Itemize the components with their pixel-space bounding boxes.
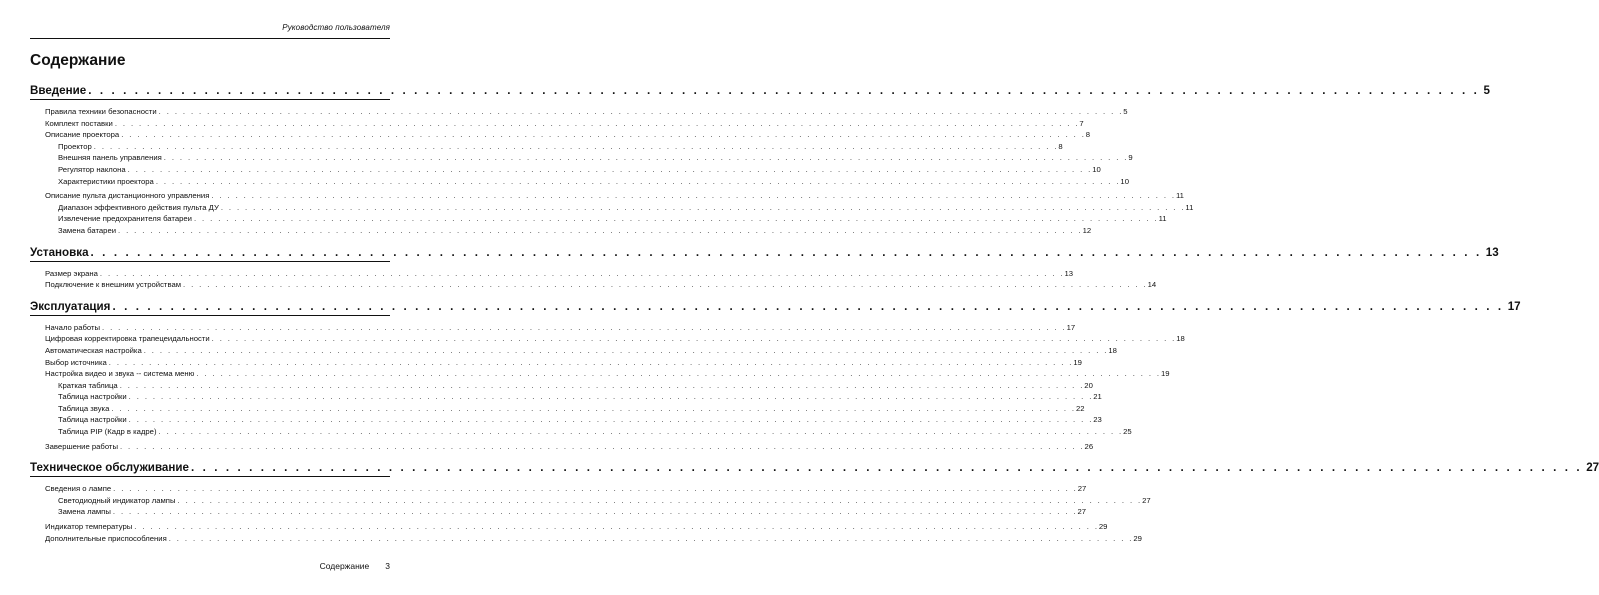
toc-entry [30, 380, 1093, 392]
toc-entry [30, 403, 1085, 415]
entry-title: Регулятор наклона [58, 164, 126, 174]
toc-entry [30, 176, 1129, 188]
header-rule [30, 38, 390, 39]
toc-entry [30, 279, 1157, 291]
section-page: 13 [1485, 245, 1499, 259]
entry-page: 8 [1085, 130, 1091, 140]
entry-page: 8 [1058, 141, 1063, 151]
spacer [30, 452, 390, 461]
entry-page: 13 [1064, 268, 1074, 278]
entry-title: Замена батареи [58, 225, 117, 235]
toc-entry [30, 441, 1094, 453]
entry-title: Извлечение предохранителя батареи [58, 214, 192, 224]
dot-leader: . . . . . . . . . . . . . . . . . . . . . . . . . . . . . . . . . . . . . . . . . . . . . . . . . . . . . . . . . . . . . . . . . . . . . . . . . . . . . . . . . . . . . . . . . . . . . . . . . . . . . . . . . . . . . . . . . . . . . . . . [155, 176, 1121, 186]
entry-title: Дополнительные приспособления [45, 533, 167, 543]
toc-entry [30, 129, 1091, 141]
toc-section-heading [30, 461, 1599, 477]
dot-leader: . . . . . . . . . . . . . . . . . . . . . . . . . . . . . . . . . . . . . . . . . . . . . . . . . . . . . . . . . . . . . . . . . . . . . . . . . . . . . . . . . . . . . . . . . . . . . . . . . . . . . . . . . . . . . . . . . . . . . . . . [108, 357, 1074, 367]
entry-page: 26 [1084, 441, 1094, 451]
entry-page: 10 [1120, 176, 1129, 186]
dot-leader: . . . . . . . . . . . . . . . . . . . . . . . . . . . . . . . . . . . . . . . . . . . . . . . . . . . . . . . . . . . . . . . . . . . . . . . . . . . . . . . . . . . . . . . . . . . . . . . . . . . . . . . . . . . . . . . . . . . . . . . . [190, 461, 1583, 475]
toc-entry [30, 152, 1133, 164]
dot-leader: . . . . . . . . . . . . . . . . . . . . . . . . . . . . . . . . . . . . . . . . . . . . . . . . . . . . . . . . . . . . . . . . . . . . . . . . . . . . . . . . . . . . . . . . . . . . . . . . . . . . . . . . . . . . . . . . . . . . . . . . [168, 533, 1134, 543]
entry-page: 11 [1185, 202, 1194, 212]
toc-entry [30, 495, 1151, 507]
entry-title: Цифровая корректировка трапецеидальности [45, 334, 210, 344]
entry-title: Краткая таблица [58, 380, 118, 390]
entry-page: 14 [1147, 280, 1157, 290]
entry-title: Подключение к внешним устройствам [45, 280, 182, 290]
toc-entry [30, 345, 1117, 357]
toc-entry [30, 333, 1185, 345]
spacer [30, 237, 390, 246]
toc-section-heading [30, 245, 1499, 262]
toc-entry [30, 357, 1082, 369]
spacer [30, 291, 390, 300]
dot-leader: . . . . . . . . . . . . . . . . . . . . . . . . . . . . . . . . . . . . . . . . . . . . . . . . . . . . . . . . . . . . . . . . . . . . . . . . . . . . . . . . . . . . . . . . . . . . . . . . . . . . . . . . . . . . . . . . . . . . . . . . [99, 268, 1065, 278]
entry-page: 25 [1123, 427, 1132, 437]
dot-leader: . . . . . . . . . . . . . . . . . . . . . . . . . . . . . . . . . . . . . . . . . . . . . . . . . . . . . . . . . . . . . . . . . . . . . . . . . . . . . . . . . . . . . . . . . . . . . . . . . . . . . . . . . . . . . . . . . . . . . . . . [90, 245, 1482, 259]
toc-entry [30, 322, 1076, 334]
entry-page: 23 [1093, 415, 1102, 425]
toc-entry [30, 164, 1101, 176]
section-title: Введение [30, 84, 87, 97]
dot-leader: . . . . . . . . . . . . . . . . . . . . . . . . . . . . . . . . . . . . . . . . . . . . . . . . . . . . . . . . . . . . . . . . . . . . . . . . . . . . . . . . . . . . . . . . . . . . . . . . . . . . . . . . . . . . . . . . . . . . . . . . [112, 507, 1078, 517]
entry-title: Завершение работы [45, 441, 118, 451]
dot-leader: . . . . . . . . . . . . . . . . . . . . . . . . . . . . . . . . . . . . . . . . . . . . . . . . . . . . . . . . . . . . . . . . . . . . . . . . . . . . . . . . . . . . . . . . . . . . . . . . . . . . . . . . . . . . . . . . . . . . . . . . [111, 403, 1076, 413]
toc-entry [30, 268, 1074, 280]
entry-title: Светодиодный индикатор лампы [58, 495, 176, 505]
entry-title: Таблица настройки [58, 415, 127, 425]
entry-page: 18 [1176, 334, 1185, 344]
toc-section-heading [30, 299, 1521, 316]
entry-title: Индикатор температуры [45, 522, 133, 532]
entry-page: 29 [1133, 533, 1142, 543]
entry-page: 5 [1123, 107, 1128, 116]
toc-entry [30, 202, 1194, 214]
toc-entry [30, 506, 1087, 518]
dot-leader: . . . . . . . . . . . . . . . . . . . . . . . . . . . . . . . . . . . . . . . . . . . . . . . . . . . . . . . . . . . . . . . . . . . . . . . . . . . . . . . . . . . . . . . . . . . . . . . . . . . . . . . . . . . . . . . . . . . . . . . . [112, 299, 1504, 313]
entry-title: Выбор источника [45, 357, 107, 367]
toc-entry [30, 190, 1184, 202]
section-title: Техническое обслуживание [30, 461, 189, 475]
entry-page: 27 [1142, 495, 1151, 505]
entry-page: 12 [1082, 225, 1092, 235]
toc-section-heading [30, 84, 1490, 100]
section-page: 27 [1586, 461, 1599, 475]
toc-entry [30, 521, 1108, 533]
page-footer [320, 561, 390, 571]
dot-leader: . . . . . . . . . . . . . . . . . . . . . . . . . . . . . . . . . . . . . . . . . . . . . . . . . . . . . . . . . . . . . . . . . . . . . . . . . . . . . . . . . . . . . . . . . . . . . . . . . . . . . . . . . . . . . . . . . . . . . . . . [158, 427, 1124, 437]
entry-page: 22 [1075, 403, 1085, 413]
dot-leader: . . . . . . . . . . . . . . . . . . . . . . . . . . . . . . . . . . . . . . . . . . . . . . . . . . . . . . . . . . . . . . . . . . . . . . . . . . . . . . . . . . . . . . . . . . . . . . . . . . . . . . . . . . . . . . . . . . . . . . . . [102, 322, 1067, 332]
table-of-contents [30, 84, 1599, 544]
dot-leader: . . . . . . . . . . . . . . . . . . . . . . . . . . . . . . . . . . . . . . . . . . . . . . . . . . . . . . . . . . . . . . . . . . . . . . . . . . . . . . . . . . . . . . . . . . . . . . . . . . . . . . . . . . . . . . . . . . . . . . . . [119, 441, 1085, 451]
toc-entry [30, 118, 1084, 130]
dot-leader: . . . . . . . . . . . . . . . . . . . . . . . . . . . . . . . . . . . . . . . . . . . . . . . . . . . . . . . . . . . . . . . . . . . . . . . . . . . . . . . . . . . . . . . . . . . . . . . . . . . . . . . . . . . . . . . . . . . . . . . . [211, 334, 1177, 344]
dot-leader: . . . . . . . . . . . . . . . . . . . . . . . . . . . . . . . . . . . . . . . . . . . . . . . . . . . . . . . . . . . . . . . . . . . . . . . . . . . . . . . . . . . . . . . . . . . . . . . . . . . . . . . . . . . . . . . . . . . . . . . . [128, 415, 1094, 425]
toc-entry [30, 483, 1087, 495]
entry-title: Комплект поставки [45, 118, 113, 128]
footer-label: Содержание [319, 561, 370, 571]
entry-page: 19 [1160, 369, 1170, 379]
dot-leader: . . . . . . . . . . . . . . . . . . . . . . . . . . . . . . . . . . . . . . . . . . . . . . . . . . . . . . . . . . . . . . . . . . . . . . . . . . . . . . . . . . . . . . . . . . . . . . . . . . . . . . . . . . . . . . . . . . . . . . . . [183, 280, 1148, 290]
entry-title: Начало работы [45, 322, 101, 332]
entry-title: Проектор [58, 141, 92, 151]
dot-leader: . . . . . . . . . . . . . . . . . . . . . . . . . . . . . . . . . . . . . . . . . . . . . . . . . . . . . . . . . . . . . . . . . . . . . . . . . . . . . . . . . . . . . . . . . . . . . . . . . . . . . . . . . . . . . . . . . . . . . . . . [114, 118, 1080, 128]
page-title: Содержание [30, 52, 126, 69]
entry-page: 21 [1093, 392, 1102, 402]
section-page: 17 [1507, 299, 1521, 313]
dot-leader: . . . . . . . . . . . . . . . . . . . . . . . . . . . . . . . . . . . . . . . . . . . . . . . . . . . . . . . . . . . . . . . . . . . . . . . . . . . . . . . . . . . . . . . . . . . . . . . . . . . . . . . . . . . . . . . . . . . . . . . . [196, 369, 1161, 379]
entry-title: Описание пульта дистанционного управления [45, 191, 210, 201]
entry-title: Автоматическая настройка [45, 345, 142, 355]
entry-title: Таблица звука [58, 403, 110, 413]
dot-leader: . . . . . . . . . . . . . . . . . . . . . . . . . . . . . . . . . . . . . . . . . . . . . . . . . . . . . . . . . . . . . . . . . . . . . . . . . . . . . . . . . . . . . . . . . . . . . . . . . . . . . . . . . . . . . . . . . . . . . . . . [211, 191, 1176, 201]
entry-page: 19 [1073, 357, 1082, 367]
dot-leader: . . . . . . . . . . . . . . . . . . . . . . . . . . . . . . . . . . . . . . . . . . . . . . . . . . . . . . . . . . . . . . . . . . . . . . . . . . . . . . . . . . . . . . . . . . . . . . . . . . . . . . . . . . . . . . . . . . . . . . . . [127, 164, 1093, 174]
section-title: Установка [30, 245, 89, 259]
entry-page: 20 [1084, 380, 1093, 390]
dot-leader: . . . . . . . . . . . . . . . . . . . . . . . . . . . . . . . . . . . . . . . . . . . . . . . . . . . . . . . . . . . . . . . . . . . . . . . . . . . . . . . . . . . . . . . . . . . . . . . . . . . . . . . . . . . . . . . . . . . . . . . . [93, 141, 1059, 151]
entry-page: 29 [1098, 522, 1108, 532]
toc-entry [30, 391, 1102, 403]
dot-leader: . . . . . . . . . . . . . . . . . . . . . . . . . . . . . . . . . . . . . . . . . . . . . . . . . . . . . . . . . . . . . . . . . . . . . . . . . . . . . . . . . . . . . . . . . . . . . . . . . . . . . . . . . . . . . . . . . . . . . . . . [119, 380, 1085, 390]
dot-leader: . . . . . . . . . . . . . . . . . . . . . . . . . . . . . . . . . . . . . . . . . . . . . . . . . . . . . . . . . . . . . . . . . . . . . . . . . . . . . . . . . . . . . . . . . . . . . . . . . . . . . . . . . . . . . . . . . . . . . . . . [128, 392, 1094, 402]
entry-title: Внешняя панель управления [58, 153, 162, 163]
dot-leader: . . . . . . . . . . . . . . . . . . . . . . . . . . . . . . . . . . . . . . . . . . . . . . . . . . . . . . . . . . . . . . . . . . . . . . . . . . . . . . . . . . . . . . . . . . . . . . . . . . . . . . . . . . . . . . . . . . . . . . . . [88, 84, 1480, 97]
dot-leader: . . . . . . . . . . . . . . . . . . . . . . . . . . . . . . . . . . . . . . . . . . . . . . . . . . . . . . . . . . . . . . . . . . . . . . . . . . . . . . . . . . . . . . . . . . . . . . . . . . . . . . . . . . . . . . . . . . . . . . . . [113, 484, 1078, 494]
toc-entry [30, 426, 1132, 438]
entry-page: 10 [1092, 164, 1101, 174]
entry-page: 27 [1077, 484, 1087, 494]
dot-leader: . . . . . . . . . . . . . . . . . . . . . . . . . . . . . . . . . . . . . . . . . . . . . . . . . . . . . . . . . . . . . . . . . . . . . . . . . . . . . . . . . . . . . . . . . . . . . . . . . . . . . . . . . . . . . . . . . . . . . . . . [118, 225, 1083, 235]
toc-entry [30, 141, 1063, 153]
entry-title: Характеристики проектора [58, 176, 154, 186]
page-number: 3 [385, 561, 390, 571]
entry-title: Таблица PIP (Кадр в кадре) [58, 427, 157, 437]
dot-leader: . . . . . . . . . . . . . . . . . . . . . . . . . . . . . . . . . . . . . . . . . . . . . . . . . . . . . . . . . . . . . . . . . . . . . . . . . . . . . . . . . . . . . . . . . . . . . . . . . . . . . . . . . . . . . . . . . . . . . . . . [143, 345, 1109, 355]
dot-leader: . . . . . . . . . . . . . . . . . . . . . . . . . . . . . . . . . . . . . . . . . . . . . . . . . . . . . . . . . . . . . . . . . . . . . . . . . . . . . . . . . . . . . . . . . . . . . . . . . . . . . . . . . . . . . . . . . . . . . . . . [163, 153, 1129, 163]
dot-leader: . . . . . . . . . . . . . . . . . . . . . . . . . . . . . . . . . . . . . . . . . . . . . . . . . . . . . . . . . . . . . . . . . . . . . . . . . . . . . . . . . . . . . . . . . . . . . . . . . . . . . . . . . . . . . . . . . . . . . . . . [134, 522, 1099, 532]
entry-page: 11 [1175, 191, 1184, 201]
entry-page: 11 [1158, 214, 1167, 224]
section-title: Эксплуатация [30, 299, 111, 313]
entry-title: Замена лампы [58, 507, 111, 517]
entry-title: Настройка видео и звука -- система меню [45, 369, 195, 379]
dot-leader: . . . . . . . . . . . . . . . . . . . . . . . . . . . . . . . . . . . . . . . . . . . . . . . . . . . . . . . . . . . . . . . . . . . . . . . . . . . . . . . . . . . . . . . . . . . . . . . . . . . . . . . . . . . . . . . . . . . . . . . . [158, 107, 1124, 116]
toc-entry [30, 225, 1092, 237]
entry-page: 9 [1128, 153, 1133, 163]
entry-page: 17 [1066, 322, 1076, 332]
entry-title: Сведения о лампе [45, 484, 112, 494]
toc-entry [30, 414, 1102, 426]
running-head: Руководство пользователя [282, 23, 390, 32]
entry-title: Размер экрана [45, 268, 98, 278]
toc-entry [30, 533, 1142, 545]
toc-entry [30, 106, 1128, 118]
entry-title: Описание проектора [45, 130, 120, 140]
dot-leader: . . . . . . . . . . . . . . . . . . . . . . . . . . . . . . . . . . . . . . . . . . . . . . . . . . . . . . . . . . . . . . . . . . . . . . . . . . . . . . . . . . . . . . . . . . . . . . . . . . . . . . . . . . . . . . . . . . . . . . . . [121, 130, 1086, 140]
section-page: 5 [1483, 84, 1490, 97]
dot-leader: . . . . . . . . . . . . . . . . . . . . . . . . . . . . . . . . . . . . . . . . . . . . . . . . . . . . . . . . . . . . . . . . . . . . . . . . . . . . . . . . . . . . . . . . . . . . . . . . . . . . . . . . . . . . . . . . . . . . . . . . [220, 202, 1186, 212]
entry-title: Правила техники безопасности [45, 107, 157, 116]
entry-title: Диапазон эффективного действия пульта ДУ [58, 202, 219, 212]
toc-entry [30, 213, 1167, 225]
entry-page: 27 [1077, 507, 1087, 517]
entry-page: 18 [1108, 345, 1117, 355]
entry-title: Таблица настройки [58, 392, 127, 402]
toc-entry [30, 368, 1170, 380]
dot-leader: . . . . . . . . . . . . . . . . . . . . . . . . . . . . . . . . . . . . . . . . . . . . . . . . . . . . . . . . . . . . . . . . . . . . . . . . . . . . . . . . . . . . . . . . . . . . . . . . . . . . . . . . . . . . . . . . . . . . . . . . [177, 495, 1143, 505]
dot-leader: . . . . . . . . . . . . . . . . . . . . . . . . . . . . . . . . . . . . . . . . . . . . . . . . . . . . . . . . . . . . . . . . . . . . . . . . . . . . . . . . . . . . . . . . . . . . . . . . . . . . . . . . . . . . . . . . . . . . . . . . [193, 214, 1159, 224]
entry-page: 7 [1079, 118, 1084, 128]
